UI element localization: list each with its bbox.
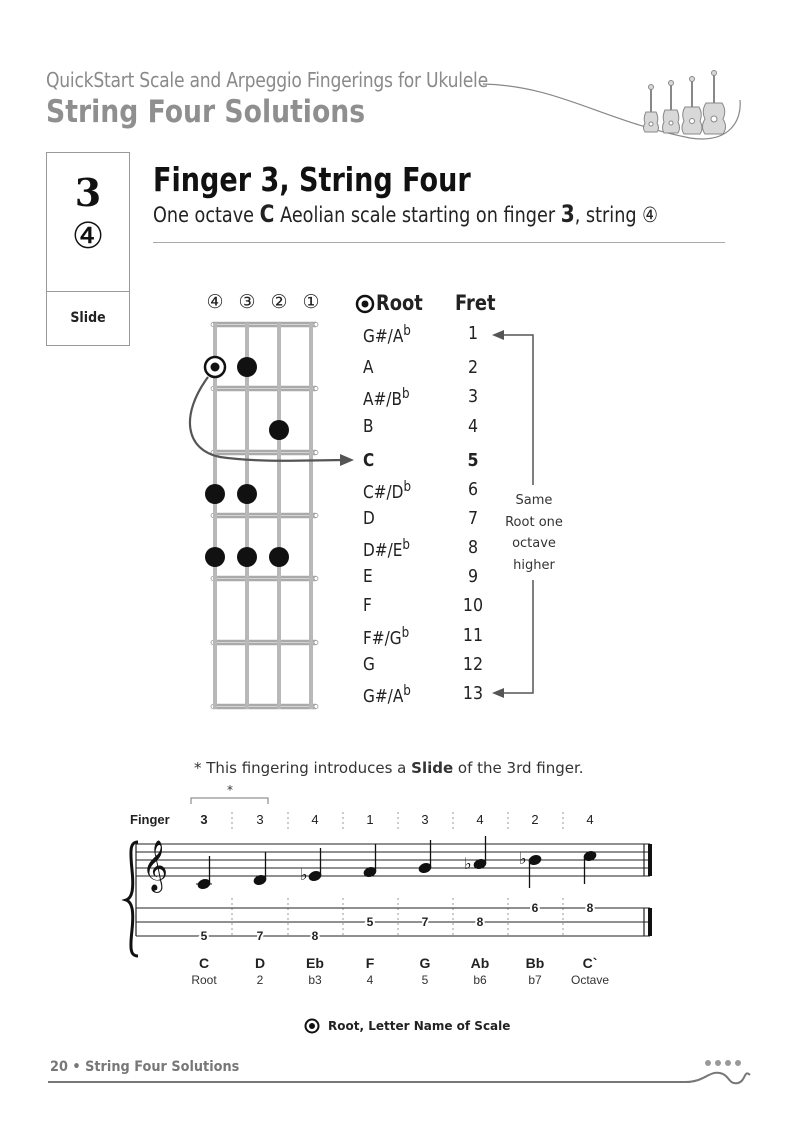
subtitle-string: , string ④ [574,203,658,227]
scale-degree: 4 [366,973,374,987]
octave-note-line: higher [513,557,555,573]
tab-number: 7 [256,929,264,943]
string-label-3: ③ [238,291,256,313]
root-legend-icon [302,1016,324,1038]
note-name-text: E [363,566,373,587]
scale-degree: Root [191,973,217,987]
root-header: Root [376,291,423,315]
tab-number: 7 [421,915,429,929]
finger-dot [237,357,257,377]
note-name-text: F [363,595,372,616]
note-name [363,595,372,616]
note-accidental: b [401,625,410,641]
slide-marker: * [227,783,233,797]
finger-number: 3 [256,812,264,827]
slide-arrowhead [340,454,354,466]
note-name [363,625,409,649]
note-accidental: b [401,386,410,402]
finger-number: 4 [311,812,319,827]
string-label-4: ④ [206,291,224,313]
tab-number: 5 [200,929,208,943]
note-name-text: F#/G [363,628,402,649]
note-letter: C [198,955,210,971]
root-dot-center [211,363,220,372]
subtitle-text-2: Aeolian scale starting on finger [274,203,561,227]
fret-number: 9 [467,566,479,587]
note-name-text: G#/A [363,326,404,347]
fret-number: 11 [462,625,484,646]
tab-number: 8 [311,929,319,943]
svg-text:♭: ♭ [300,865,308,884]
finger-number: 2 [531,812,539,827]
note-name [363,683,411,707]
note-accidental: b [403,323,411,339]
note-accidental: b [403,683,411,699]
note-name [363,508,375,529]
note-letter: Ab [470,955,490,971]
svg-text:♭: ♭ [519,849,527,868]
tab-number: 6 [531,901,539,915]
finger-dot [205,484,225,504]
subtitle-key: C [259,200,275,228]
tab-number: 8 [476,915,484,929]
note-name [363,537,410,561]
string-label-1: ① [302,291,320,313]
string-label-2: ② [270,291,288,313]
scale-degree: Octave [570,973,610,987]
footer-page-label: 20 • String Four Solutions [50,1059,240,1075]
finger-dot [269,547,289,567]
notation-staff [120,780,680,1010]
octave-note-line: octave [512,536,556,551]
subtitle-text: One octave [153,203,260,227]
note-name-text: C#/D [363,482,404,503]
exercise-technique: Slide [70,310,106,326]
fret-number: 7 [467,508,479,529]
note-letter: F [365,955,375,971]
root-legend-label: Root, Letter Name of Scale [328,1019,511,1033]
finger-number: 4 [586,812,594,827]
exercise-box-divider [47,291,129,292]
finger-dot [269,420,289,440]
finger-label: Finger [130,812,170,827]
finger-number: 3 [200,812,208,827]
scale-degree: 5 [421,973,429,987]
exercise-box [46,152,130,346]
note-name [363,479,411,503]
note-accidental: b [402,537,410,553]
fret-header: Fret [455,291,496,315]
note-name [363,416,374,437]
finger-number: 4 [476,812,484,827]
exercise-finger-number: 3 [74,170,102,215]
header-title: String Four Solutions [46,94,366,130]
note-name [363,566,373,587]
scale-degree: b3 [308,973,322,987]
finger-number: 3 [421,812,429,827]
title-rule [153,242,725,243]
scale-degree: b6 [473,973,487,987]
footer-decoration [40,1055,760,1095]
note-name-text: A#/B [363,389,402,410]
note-accidental: b [403,479,411,495]
note-name-text: C [363,450,375,471]
fret-number: 3 [467,386,479,407]
note-name-text: D#/E [363,540,403,561]
ukulele-icons [644,71,726,135]
fret-number: 10 [462,595,484,616]
slide-note-text: * This fingering introduces a [194,759,412,777]
note-letter: Eb [306,955,324,971]
octave-note-line: Root one [505,514,563,530]
exercise-title: Finger 3, String Four [153,160,471,199]
note-name [363,386,409,410]
note-name [363,323,411,347]
slide-note [194,759,584,777]
tab-number: 5 [366,915,374,929]
exercise-subtitle [153,200,658,228]
note-name-text: G#/A [363,686,404,707]
note-letter: C` [582,955,598,971]
fret-number: 13 [462,683,484,704]
tab-number: 8 [586,901,594,915]
treble-clef-icon: 𝄞 [142,840,169,891]
fret-number: 2 [467,357,479,378]
fret-number: 12 [462,654,484,675]
finger-dot [237,484,257,504]
subtitle-finger: 3 [560,200,575,228]
finger-dot [205,547,225,567]
fret-number: 6 [467,479,479,500]
fretboard-diagram [180,285,360,725]
note-name [363,654,375,675]
fret-number: 1 [467,323,479,344]
note-name-text: G [363,654,375,675]
svg-text:♭: ♭ [464,854,472,873]
note-name-text: B [363,416,374,437]
note-name-text: A [363,357,374,378]
exercise-string-number: ④ [71,216,105,257]
fret-lines [213,323,316,708]
note-letter: D [254,955,266,971]
octave-note [503,490,565,576]
octave-note-line: Same [515,493,553,508]
fret-number: 8 [467,537,479,558]
note-name-text: D [363,508,375,529]
finger-dot [237,547,257,567]
note-name [363,450,374,471]
header-subtitle: QuickStart Scale and Arpeggio Fingerings for Ukulele [46,68,488,92]
note-letter: Bb [525,955,545,971]
scale-degree: 2 [256,973,264,987]
slide-note-text-2: of the 3rd finger. [453,759,584,777]
note-letter: G [419,955,431,971]
slide-note-bold: Slide [411,759,454,777]
note-name [363,357,373,378]
fret-number: 5 [467,450,479,471]
scale-degree: b7 [528,973,542,987]
header-decoration [0,0,794,160]
fret-number: 4 [467,416,479,437]
finger-number: 1 [366,812,374,827]
